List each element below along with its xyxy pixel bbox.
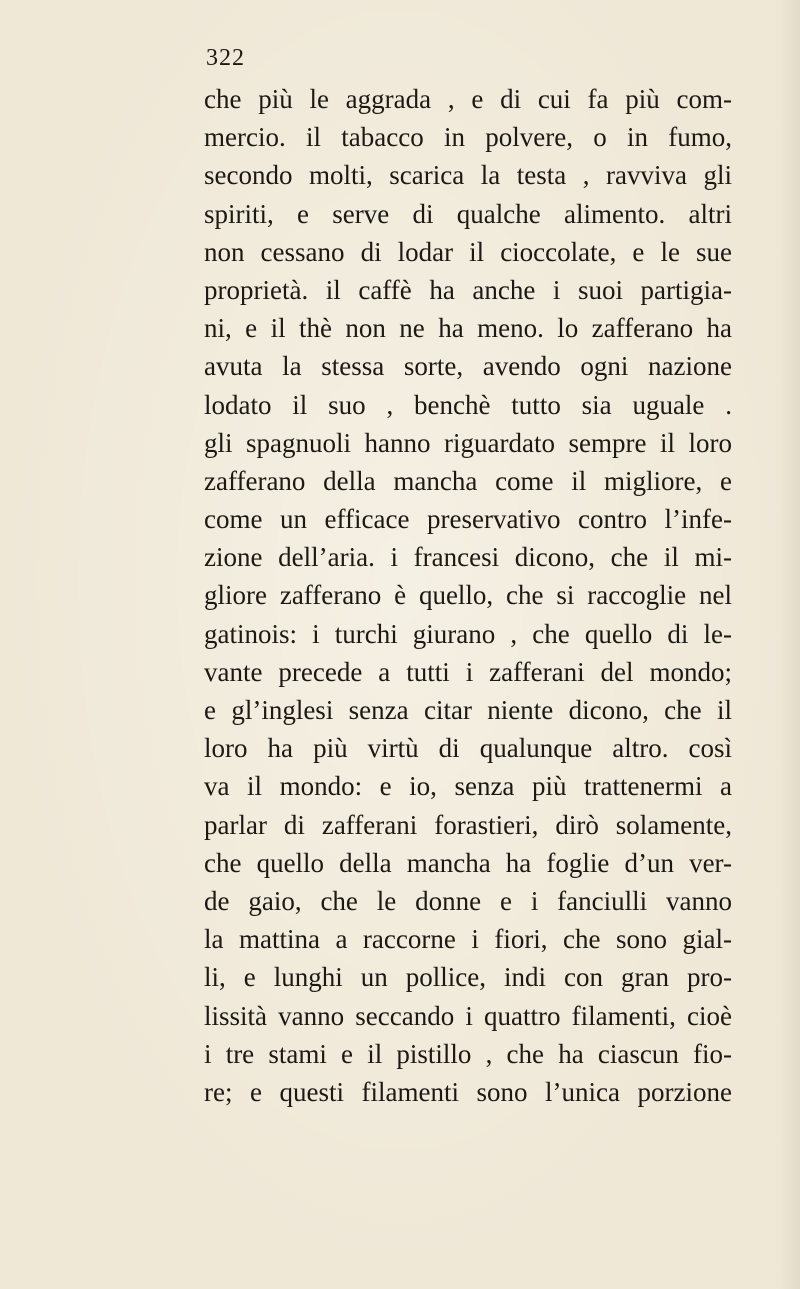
text-line: ni, e il thè non ne ha meno. lo zafferano ha bbox=[204, 313, 732, 344]
page-edge-shadow bbox=[778, 0, 800, 1289]
body-text bbox=[204, 80, 732, 1111]
text-line: avuta la stessa sorte, avendo ogni nazione bbox=[204, 351, 732, 382]
text-line: proprietà. il caffè ha anche i suoi partigia- bbox=[204, 274, 732, 305]
text-line: vante precede a tutti i zafferani del mondo; bbox=[204, 656, 732, 687]
text-line: loro ha più virtù di qualunque altro. così bbox=[204, 733, 732, 764]
text-line: e gl’inglesi senza citar niente dicono, che il bbox=[204, 695, 732, 725]
text-line: i tre stami e il pistillo , che ha ciascun fio- bbox=[204, 1038, 732, 1069]
page-number: 322 bbox=[206, 45, 245, 71]
text-line: spiriti, e serve di qualche alimento. altri bbox=[204, 198, 732, 229]
text-line: zafferano della mancha come il migliore, e bbox=[204, 465, 732, 496]
text-line: secondo molti, scarica la testa , ravviva gli bbox=[204, 160, 732, 191]
text-line: zione dell’aria. i francesi dicono, che il mi- bbox=[204, 542, 732, 573]
text-line: gli spagnuoli hanno riguardato sempre il loro bbox=[204, 427, 732, 458]
text-line: lissità vanno seccando i quattro filamenti, cioè bbox=[204, 1000, 732, 1031]
text-line: lodato il suo , benchè tutto sia uguale . bbox=[204, 389, 732, 420]
text-line: parlar di zafferani forastieri, dirò solamente, bbox=[204, 809, 732, 840]
text-line: mercio. il tabacco in polvere, o in fumo, bbox=[204, 122, 732, 153]
text-line: li, e lunghi un pollice, indi con gran pro- bbox=[204, 962, 732, 993]
text-line: va il mondo: e io, senza più trattenermi a bbox=[204, 771, 732, 802]
text-line: gliore zafferano è quello, che si raccoglie nel bbox=[204, 580, 732, 611]
text-line: come un efficace preservativo contro l’infe- bbox=[204, 504, 732, 535]
text-line: che quello della mancha ha foglie d’un ver- bbox=[204, 847, 732, 878]
text-line: non cessano di lodar il cioccolate, e le sue bbox=[204, 236, 732, 267]
text-line: de gaio, che le donne e i fanciulli vanno bbox=[204, 885, 732, 916]
text-line: la mattina a raccorne i fiori, che sono gial- bbox=[204, 924, 732, 955]
text-line: re; e questi filamenti sono l’unica porzione bbox=[204, 1076, 732, 1107]
text-line: gatinois: i turchi giurano , che quello di le- bbox=[204, 618, 732, 649]
text-line: che più le aggrada , e di cui fa più com- bbox=[204, 84, 732, 114]
